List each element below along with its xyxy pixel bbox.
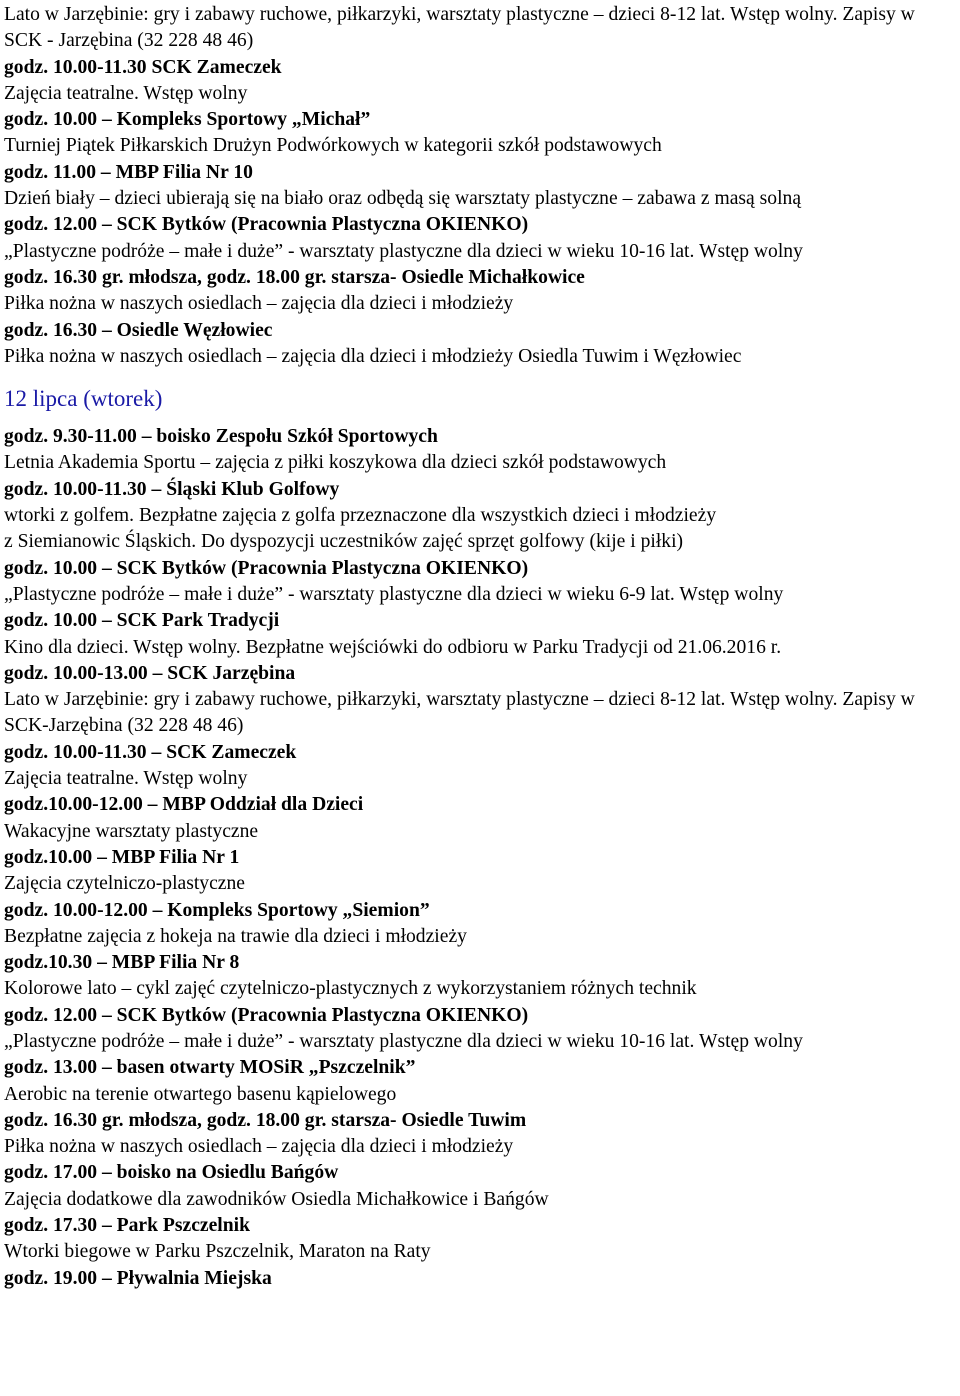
event-heading: godz.10.30 – MBP Filia Nr 8: [4, 952, 240, 974]
event-description: Bezpłatne zajęcia z hokeja na trawie dla dzieci i młodzieży: [4, 925, 467, 947]
event-description: „Plastyczne podróże – małe i duże” - warsztaty plastyczne dla dzieci w wieku 10-16 lat. Wstęp wolny: [4, 240, 803, 262]
event-heading: godz. 19.00 – Pływalnia Miejska: [4, 1267, 272, 1289]
event-heading: godz. 10.00-11.30 – SCK Zameczek: [4, 741, 297, 763]
event-heading: godz. 10.00-11.30 SCK Zameczek: [4, 56, 282, 78]
event-description: Piłka nożna w naszych osiedlach – zajęcia dla dzieci i młodzieży Osiedla Tuwim i Węzłowiec: [4, 345, 742, 367]
event-description: Kolorowe lato – cykl zajęć czytelniczo-plastycznych z wykorzystaniem różnych technik: [4, 978, 697, 1000]
event-heading: godz. 12.00 – SCK Bytków (Pracownia Plastyczna OKIENKO): [4, 1004, 529, 1026]
event-description: Aerobic na terenie otwartego basenu kąpielowego: [4, 1083, 397, 1105]
event-description: Wtorki biegowe w Parku Pszczelnik, Maraton na Raty: [4, 1241, 431, 1263]
event-description: Zajęcia czytelniczo-plastyczne: [4, 873, 245, 895]
event-heading: godz. 16.30 gr. młodsza, godz. 18.00 gr. starsza- Osiedle Michałkowice: [4, 266, 585, 288]
event-description: Zajęcia teatralne. Wstęp wolny: [4, 82, 248, 104]
event-heading: godz. 10.00 – SCK Bytków (Pracownia Plastyczna OKIENKO): [4, 557, 529, 579]
event-description: Zajęcia dodatkowe dla zawodników Osiedla Michałkowice i Bańgów: [4, 1188, 549, 1210]
event-heading: godz. 17.30 – Park Pszczelnik: [4, 1215, 250, 1237]
event-description: „Plastyczne podróże – małe i duże” - warsztaty plastyczne dla dzieci w wieku 10-16 lat. Wstęp wolny: [4, 1030, 803, 1052]
event-heading: godz. 12.00 – SCK Bytków (Pracownia Plastyczna OKIENKO): [4, 214, 529, 236]
event-description: Lato w Jarzębinie: gry i zabawy ruchowe, piłkarzyki, warsztaty plastyczne – dzieci 8-12 lat. Wstęp wolny. Zapisy w SCK - Jarzębina (32 228 48 46): [4, 4, 915, 52]
event-heading: godz. 11.00 – MBP Filia Nr 10: [4, 161, 253, 183]
event-description: Piłka nożna w naszych osiedlach – zajęcia dla dzieci i młodzieży: [4, 1136, 514, 1158]
event-heading: godz. 10.00 – SCK Park Tradycji: [4, 610, 280, 632]
day-heading: 12 lipca (wtorek): [4, 386, 163, 412]
event-description: wtorki z golfem. Bezpłatne zajęcia z golfa przeznaczone dla wszystkich dzieci i młodzieży: [4, 505, 717, 527]
event-description: Zajęcia teatralne. Wstęp wolny: [4, 768, 248, 790]
event-description: Piłka nożna w naszych osiedlach – zajęcia dla dzieci i młodzieży: [4, 293, 514, 315]
event-heading: godz. 17.00 – boisko na Osiedlu Bańgów: [4, 1162, 339, 1184]
event-description: Dzień biały – dzieci ubierają się na biało oraz odbędą się warsztaty plastyczne – zabawa z masą solną: [4, 188, 802, 210]
event-description: Turniej Piątek Piłkarskich Drużyn Podwórkowych w kategorii szkół podstawowych: [4, 135, 662, 157]
event-description: „Plastyczne podróże – małe i duże” - warsztaty plastyczne dla dzieci w wieku 6-9 lat. Wstęp wolny: [4, 583, 784, 605]
event-heading: godz.10.00 – MBP Filia Nr 1: [4, 846, 240, 868]
event-description: z Siemianowic Śląskich. Do dyspozycji uczestników zajęć sprzęt golfowy (kije i piłki): [4, 531, 684, 553]
event-heading: godz. 10.00 – Kompleks Sportowy „Michał”: [4, 109, 371, 131]
event-heading: godz. 10.00-12.00 – Kompleks Sportowy „Siemion”: [4, 899, 430, 921]
event-heading: godz. 10.00-11.30 – Śląski Klub Golfowy: [4, 478, 340, 500]
event-description: Lato w Jarzębinie: gry i zabawy ruchowe, piłkarzyki, warsztaty plastyczne – dzieci 8-12 lat. Wstęp wolny. Zapisy w SCK-Jarzębina (32 228 48 46): [4, 689, 915, 737]
event-heading: godz. 10.00-13.00 – SCK Jarzębina: [4, 662, 296, 684]
event-heading: godz. 16.30 – Osiedle Węzłowiec: [4, 319, 273, 341]
event-description: Letnia Akademia Sportu – zajęcia z piłki koszykowa dla dzieci szkół podstawowych: [4, 452, 667, 474]
event-description: Kino dla dzieci. Wstęp wolny. Bezpłatne wejściówki do odbioru w Parku Tradycji od 21.06.2016 r.: [4, 636, 782, 658]
event-heading: godz.10.00-12.00 – MBP Oddział dla Dzieci: [4, 794, 364, 816]
event-heading: godz. 9.30-11.00 – boisko Zespołu Szkół Sportowych: [4, 426, 438, 448]
event-description: Wakacyjne warsztaty plastyczne: [4, 820, 259, 842]
event-heading: godz. 16.30 gr. młodsza, godz. 18.00 gr. starsza- Osiedle Tuwim: [4, 1109, 527, 1131]
event-heading: godz. 13.00 – basen otwarty MOSiR „Pszczelnik”: [4, 1057, 416, 1079]
